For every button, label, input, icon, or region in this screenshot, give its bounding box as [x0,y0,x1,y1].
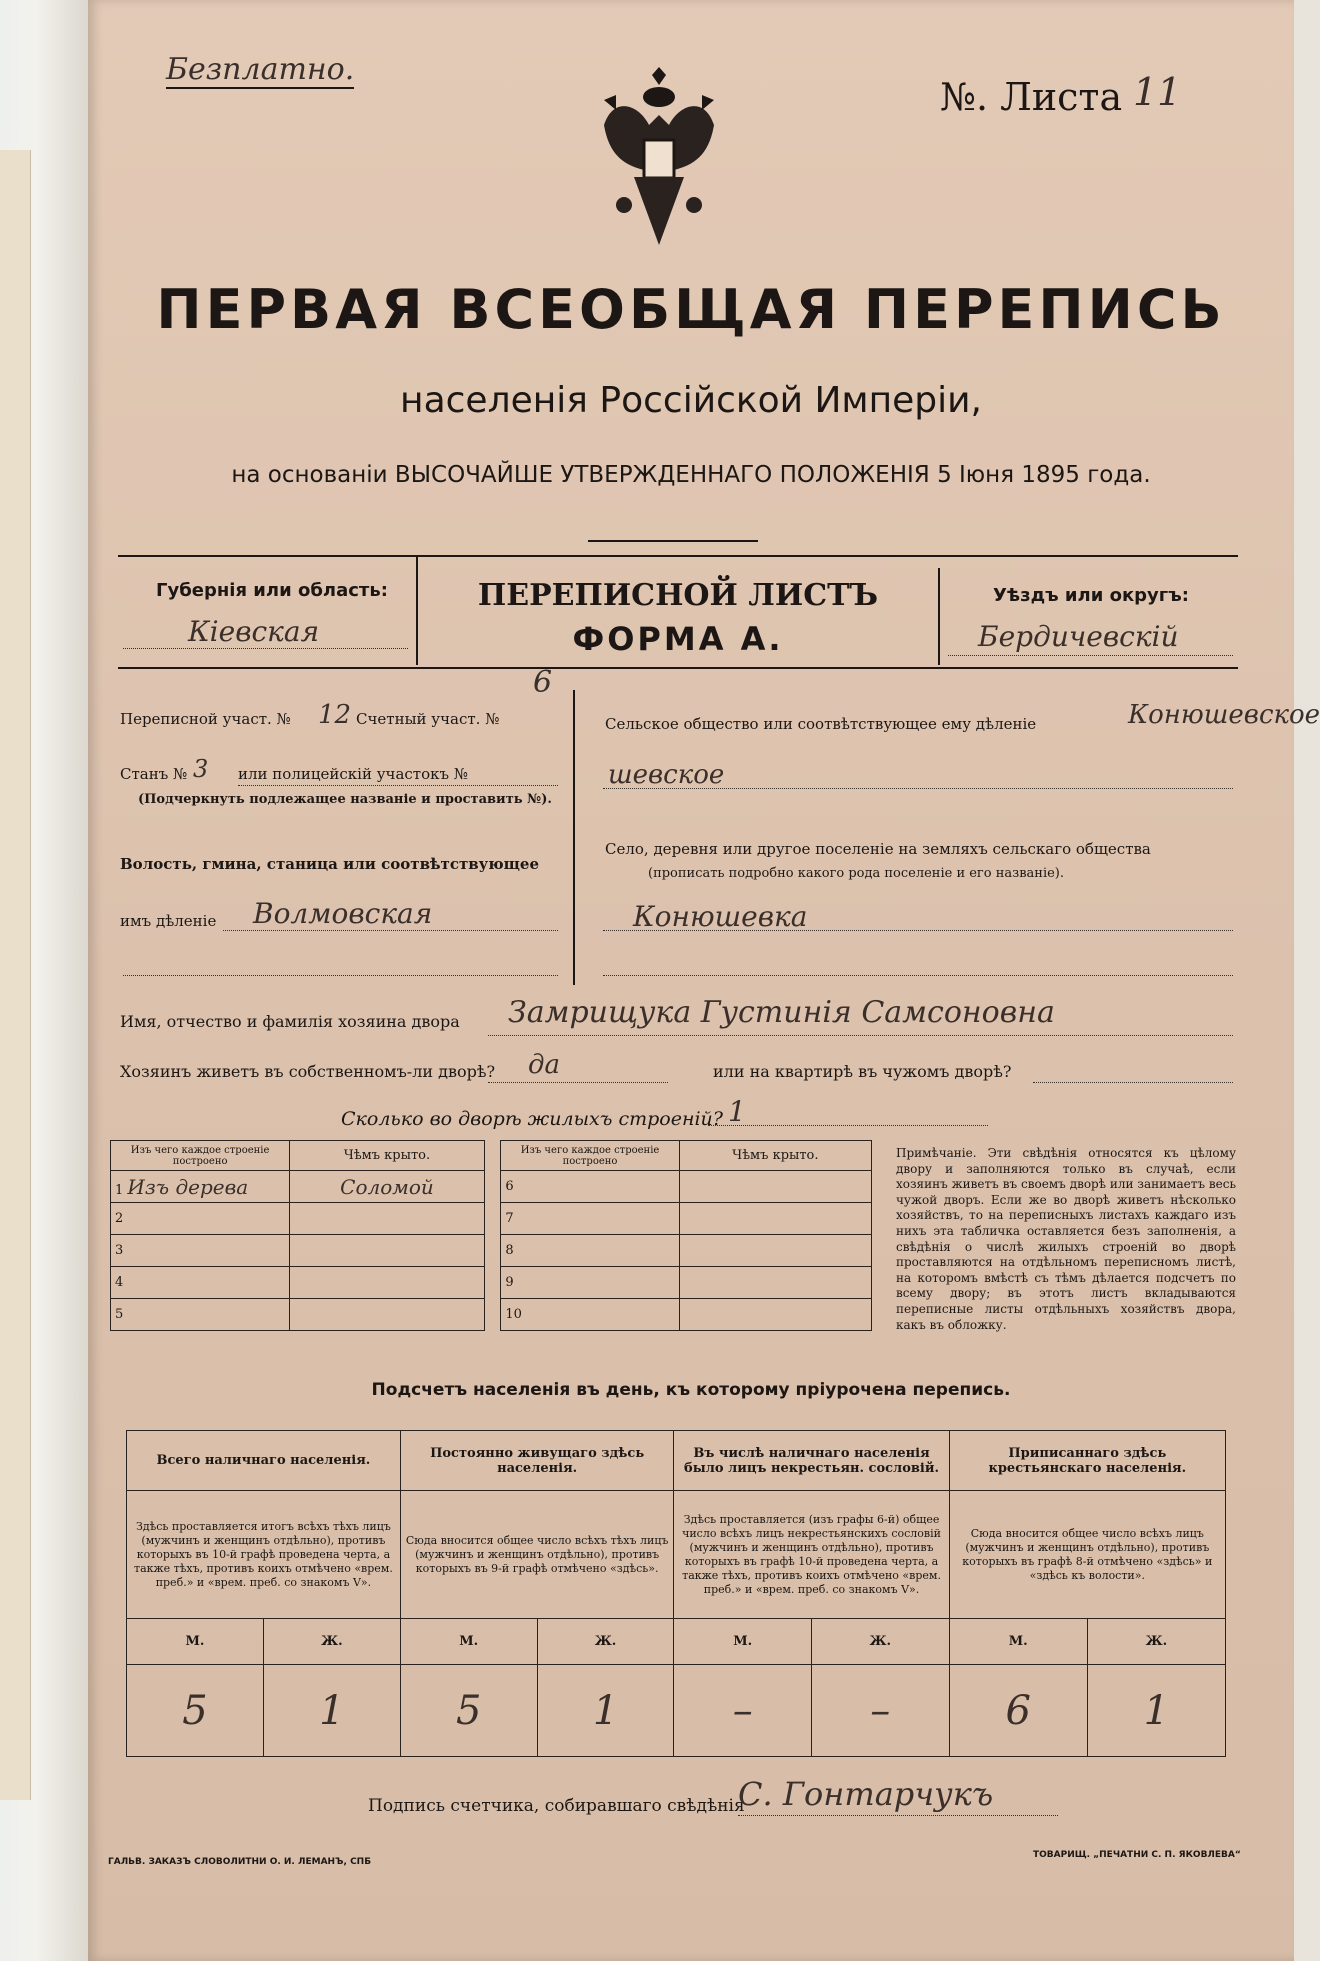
society-value: Конюшевское [1128,700,1320,730]
census-area-label: Переписной участ. № [120,710,291,728]
nonpeasant-female-value: – [811,1665,949,1757]
summary-col2-desc: Сюда вносится общее число всѣхъ тѣхъ лицъ (мужчинъ и женщинъ отдѣльно), противъ которыхъ въ 9-й графѣ отмѣчено «здѣсь». [400,1491,674,1619]
table-row: 2 7 [111,1203,872,1235]
buildings-value: 1 [728,1095,746,1128]
count-area-value: 6 [533,665,553,700]
village-note: (прописать подробно какого рода поселеніе и его названіе). [648,866,1064,881]
census-form-page [88,0,1320,1961]
population-summary-table [126,1430,1226,1757]
summary-col3-title: Въ числѣ наличнаго населенія было лицъ некрестьян. сословій. [674,1431,949,1491]
owner-label: Имя, отчество и фамилія хозяина двора [120,1012,460,1031]
stan-note: (Подчеркнуть подлежащее названіе и проставить №). [138,792,552,807]
uezd-value: Бердичевскій [978,620,1179,653]
sheet-number-value: 11 [1133,70,1182,114]
permanent-male-value: 5 [400,1665,537,1757]
signature-value: С. Гонтарчукъ [738,1775,994,1813]
summary-col1-title: Всего наличнаго населенія. [127,1431,401,1491]
table-row: 5 10 [111,1299,872,1331]
volost-label: Волость, гмина, станица или соотвѣтствующее [120,855,539,873]
own-yard-label: Хозяинъ живетъ въ собственномъ-ли дворѣ? [120,1062,496,1081]
summary-col2-title: Постоянно живущаго здѣсь населенія. [400,1431,674,1491]
male-header: М. [127,1619,264,1665]
peasant-female-value: 1 [1087,1665,1225,1757]
society-value-cont: шевское [608,760,725,790]
summary-heading: Подсчетъ населенія въ день, къ которому пріурочена перепись. [371,1380,1011,1400]
own-yard-value: да [528,1050,560,1080]
form-subtitle: ФОРМА А. [572,620,784,658]
table-row: 4 9 [111,1267,872,1299]
female-header: Ж. [537,1619,674,1665]
signature-label: Подпись счетчика, собиравшаго свѣдѣнія [368,1796,745,1816]
adjacent-page-edge [0,150,31,1800]
volost-label-2: имъ дѣленіе [120,912,217,930]
society-label: Сельское общество или соотвѣтствующее ему дѣленіе [605,715,1037,733]
col-material-header-2: Изъ чего каждое строеніе построено [501,1141,679,1171]
gubernia-value: Кіевская [188,615,320,648]
volost-value: Волмовская [253,897,433,930]
summary-col3-desc: Здѣсь проставляется (изъ графы 6-й) общее число всѣхъ лицъ некрестьянскихъ сословій (мужчинъ и женщинъ отдѣльно), противъ которыхъ въ графѣ 10-й проведена черта, а также тѣхъ, противъ коихъ отмѣчено «врем. преб.» и «врем. преб. со знакомъ V». [674,1491,949,1619]
male-header: М. [949,1619,1087,1665]
summary-col4-desc: Сюда вносится общее число всѣхъ лицъ (мужчинъ и женщинъ отдѣльно), противъ которыхъ въ графѣ 8-й отмѣчено «здѣсь» и «здѣсь къ волости». [949,1491,1225,1619]
rent-label: или на квартирѣ въ чужомъ дворѣ? [713,1062,1012,1081]
stan-value: 3 [193,755,209,783]
gubernia-label: Губернія или область: [156,580,388,601]
village-value: Конюшевка [633,900,808,933]
female-header: Ж. [263,1619,400,1665]
female-header: Ж. [811,1619,949,1665]
col-roof-header: Чѣмъ крыто. [290,1141,484,1171]
table-row: 1 Изъ дерева Соломой 6 [111,1171,872,1203]
form-title: ПЕРЕПИСНОЙ ЛИСТЪ [477,578,879,613]
summary-col1-desc: Здѣсь проставляется итогъ всѣхъ тѣхъ лицъ (мужчинъ и женщинъ отдѣльно), противъ которыхъ въ 10-й графѣ проведена черта, а также тѣхъ, противъ коихъ отмѣчено «врем. преб.» и «врем. преб. со знакомъ V». [127,1491,401,1619]
male-header: М. [674,1619,812,1665]
printer-right: ТОВАРИЩ. „ПЕЧАТНИ С. П. ЯКОВЛЕВА“ [1033,1850,1241,1860]
village-label: Село, деревня или другое поселеніе на земляхъ сельскаго общества [605,840,1151,858]
ornament-divider [588,540,758,542]
summary-values-row [127,1665,1226,1757]
owner-value: Замрищука Густинія Самсоновна [508,995,1055,1030]
page-subtitle: населенія Россійской Имперіи, [400,380,982,421]
male-header: М. [400,1619,537,1665]
count-area-label: Счетный участ. № [356,710,500,728]
col-roof-header-2: Чѣмъ крыто. [679,1141,871,1171]
roof-value: Соломой [290,1171,484,1203]
police-label: или полицейскій участокъ № [238,765,469,783]
nonpeasant-male-value: – [674,1665,812,1757]
free-label: Безплатно. [166,52,355,87]
printer-left: ГАЛЬВ. ЗАКАЗЪ СЛОВОЛИТНИ О. И. ЛЕМАНЪ, СПБ [108,1857,372,1867]
total-female-value: 1 [263,1665,400,1757]
stan-label: Станъ № [120,765,188,783]
table-row: 3 8 [111,1235,872,1267]
double-headed-eagle-emblem [594,65,724,255]
uezd-label: Уѣздъ или округъ: [993,585,1189,606]
census-area-value: 12 [318,700,352,730]
buildings-label: Сколько во дворѣ жилыхъ строеній? [341,1108,723,1130]
col-material-header: Изъ чего каждое строеніе построено [111,1141,290,1171]
total-male-value: 5 [127,1665,264,1757]
material-value: Изъ дерева [127,1174,249,1199]
sheet-number-label: №. Листа [940,75,1123,119]
legal-basis: на основаніи ВЫСОЧАЙШЕ УТВЕРЖДЕННАГО ПОЛОЖЕНІЯ 5 Іюня 1895 года. [231,462,1151,488]
buildings-table [110,1140,872,1331]
permanent-female-value: 1 [537,1665,674,1757]
summary-col4-title: Приписаннаго здѣсь крестьянскаго населенія. [949,1431,1225,1491]
buildings-note: Примѣчаніе. Эти свѣдѣнія относятся къ цѣлому двору и заполняются только въ случаѣ, если хозяинъ живетъ въ своемъ дворѣ или занимаетъ весь чужой дворъ. Если же во дворѣ живетъ нѣсколько хозяйствъ, то на переписныхъ листахъ каждаго изъ нихъ эта табличка оставляется безъ заполненія, а свѣдѣнія о числѣ жилыхъ строеній во дворѣ проставляются на отдѣльномъ переписномъ листѣ, на которомъ вмѣстѣ съ тѣмъ дѣлается подсчетъ по всему двору; въ этотъ листъ вкладываются переписные листы отдѣльныхъ хозяйствъ двора, какъ въ обложку. [896,1146,1236,1332]
female-header: Ж. [1087,1619,1225,1665]
page-title: ПЕРВАЯ ВСЕОБЩАЯ ПЕРЕПИСЬ [156,278,1226,341]
peasant-male-value: 6 [949,1665,1087,1757]
